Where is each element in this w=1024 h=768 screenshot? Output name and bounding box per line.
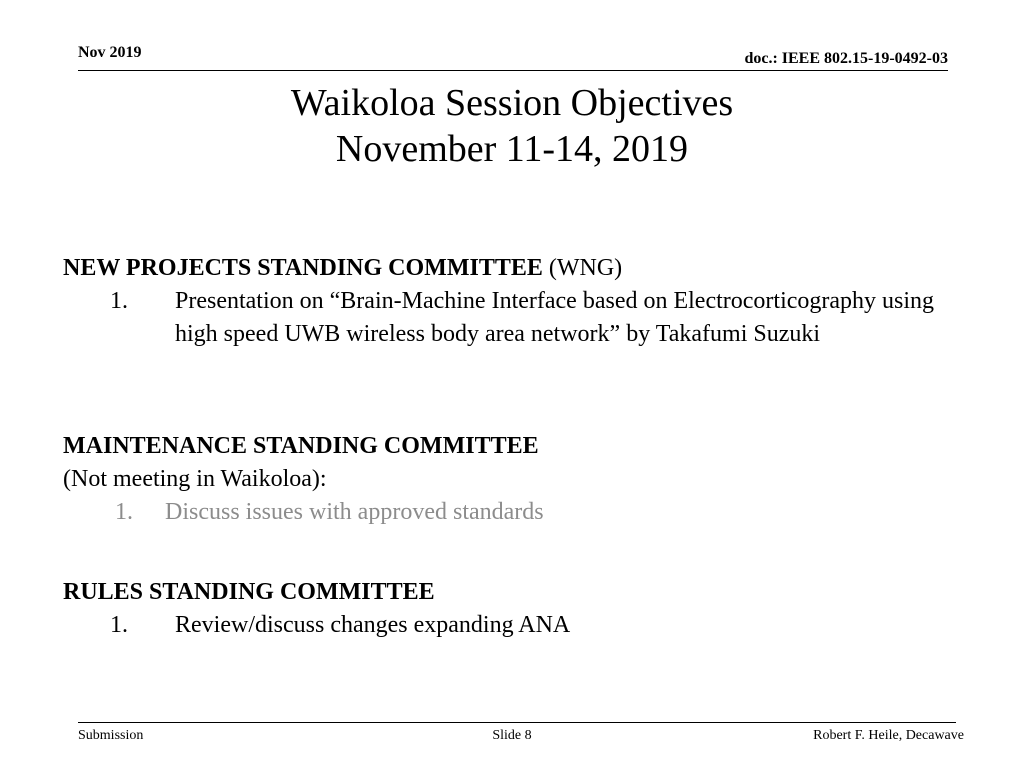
section-heading-suffix: (WNG) [542, 255, 623, 281]
section-maintenance [63, 430, 925, 529]
list-item [63, 609, 935, 642]
list-item-text: Presentation on “Brain-Machine Interface based on Electrocorticography using high speed UWB wireless body area network” by Takafumi Suzuki [175, 288, 935, 347]
header-doc-id: doc.: IEEE 802.15-19-0492-03 [744, 50, 948, 67]
header-date: Nov 2019 [78, 44, 142, 61]
header-divider [78, 70, 948, 71]
list-item-number: 1. [110, 288, 128, 314]
list-item-number: 1. [115, 499, 133, 525]
list-item-number: 1. [110, 612, 128, 638]
list-item [63, 496, 925, 529]
section-heading-text: MAINTENANCE STANDING COMMITTEE [63, 433, 539, 459]
section-heading-text: RULES STANDING COMMITTEE [63, 579, 435, 605]
slide-title-line1: Waikoloa Session Objectives [290, 82, 734, 124]
section-rules [63, 576, 935, 642]
section-heading [63, 252, 935, 285]
footer-author: Robert F. Heile, Decawave [813, 728, 964, 743]
list-item [63, 285, 935, 351]
slide-title [0, 80, 1024, 172]
footer-submission: Submission [78, 728, 144, 743]
footer-slide-number: Slide 8 [492, 728, 532, 743]
section-heading-text: NEW PROJECTS STANDING COMMITTEE [63, 255, 543, 281]
footer-divider [78, 722, 956, 723]
list-item-text: Discuss issues with approved standards [165, 499, 544, 525]
list-item-text: Review/discuss changes expanding ANA [175, 612, 571, 638]
section-new-projects [63, 252, 935, 351]
section-subheading: (Not meeting in Waikoloa): [63, 466, 327, 492]
slide-title-line2: November 11-14, 2019 [335, 128, 689, 170]
